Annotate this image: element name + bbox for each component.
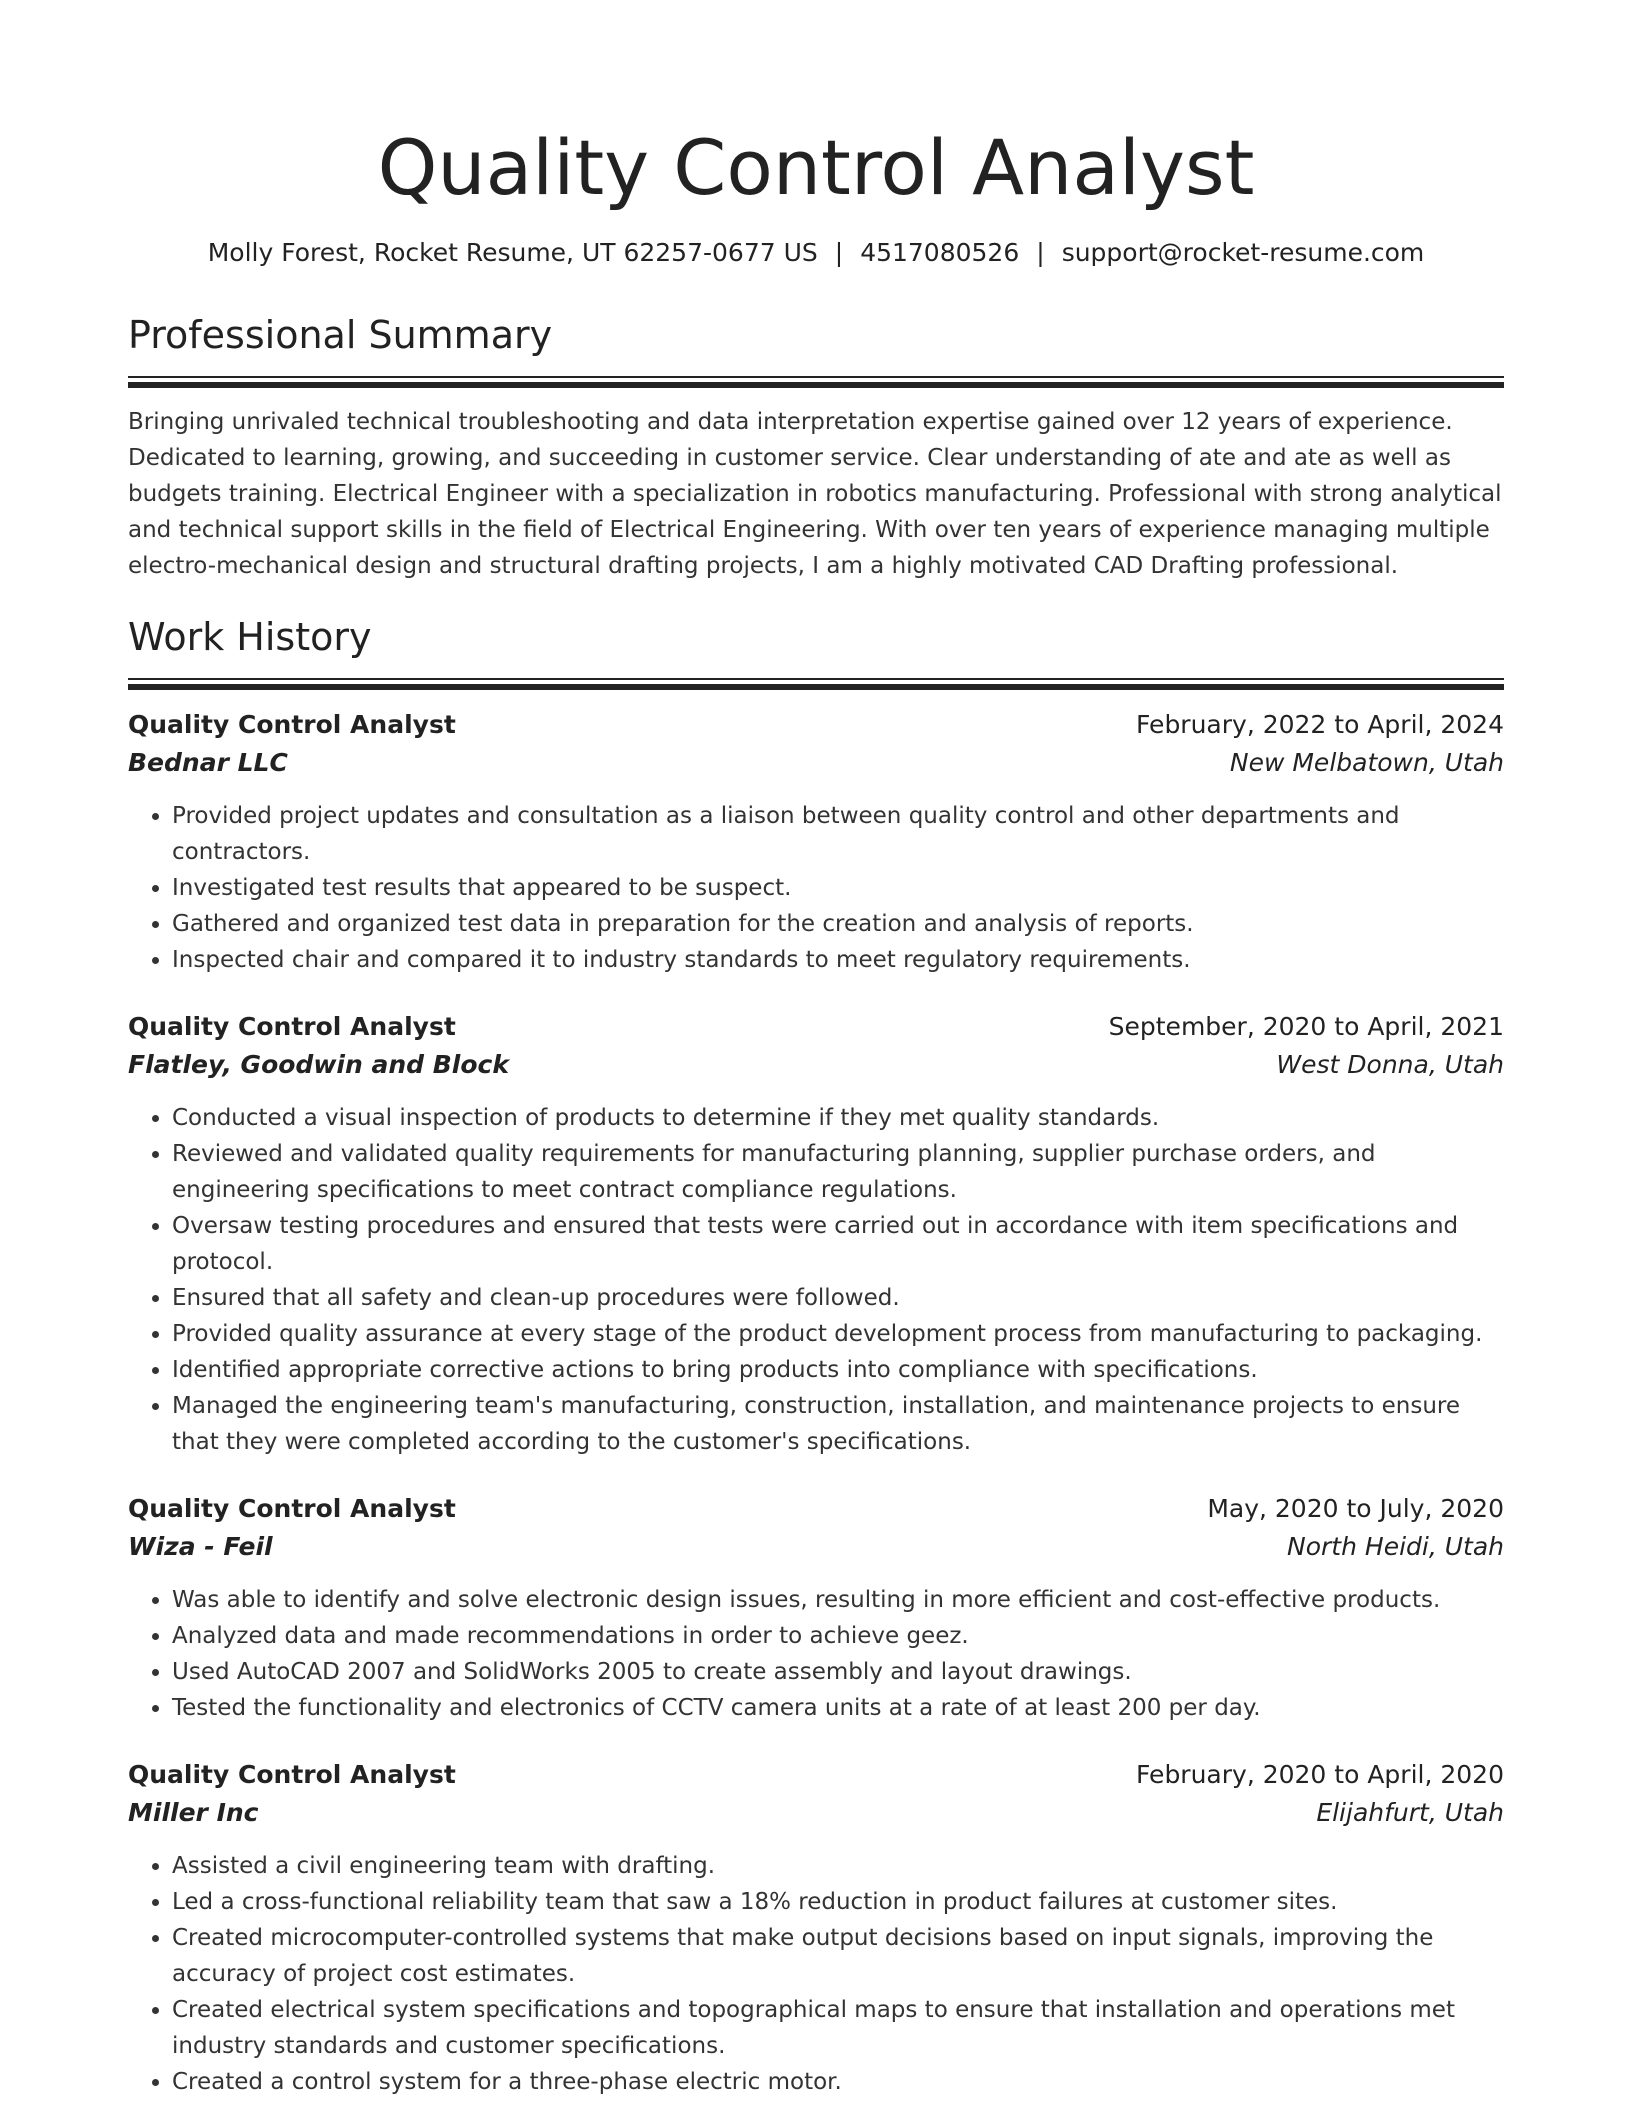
job-entry — [128, 1008, 1504, 1460]
list-item: • Led a cross-functional reliability team that saw a 18% reduction in product failures at customer sites. — [172, 1884, 1504, 1920]
list-item: • Ensured that all safety and clean-up procedures were followed. — [172, 1280, 1504, 1316]
list-item: • Assisted a civil engineering team with drafting. — [172, 1848, 1504, 1884]
job-dates: February, 2022 to April, 2024 — [1136, 710, 1504, 739]
list-item: • Conducted a visual inspection of products to determine if they met quality standards. — [172, 1100, 1504, 1136]
job-location: West Donna, Utah — [1276, 1050, 1504, 1079]
job-company: Wiza - Feil — [128, 1532, 273, 1561]
list-item: • Provided quality assurance at every stage of the product development process from manufacturing to packaging. — [172, 1316, 1504, 1352]
job-location: Elijahfurt, Utah — [1316, 1798, 1504, 1827]
job-dates: February, 2020 to April, 2020 — [1136, 1760, 1504, 1789]
list-item: • Analyzed data and made recommendations in order to achieve geez. — [172, 1618, 1504, 1654]
list-item: • Reviewed and validated quality requirements for manufacturing planning, supplier purchase orders, and engineering specifications to meet contract compliance regulations. — [172, 1136, 1504, 1208]
job-company-row — [128, 1046, 1504, 1084]
list-item: • Oversaw testing procedures and ensured that tests were carried out in accordance with item specifications and protocol. — [172, 1208, 1504, 1280]
contact-address: Molly Forest, Rocket Resume, UT 62257-0677 US — [207, 238, 818, 267]
list-item: • Created microcomputer-controlled systems that make output decisions based on input signals, improving the accuracy of project cost estimates. — [172, 1920, 1504, 1992]
list-item: • Managed the engineering team's manufacturing, construction, installation, and maintenance projects to ensure that they were completed according to the customer's specifications. — [172, 1388, 1504, 1460]
summary-heading: Professional Summary — [128, 313, 553, 357]
list-item: • Gathered and organized test data in preparation for the creation and analysis of reports. — [172, 906, 1504, 942]
section-divider — [128, 678, 1504, 690]
job-company: Flatley, Goodwin and Block — [128, 1050, 509, 1079]
job-bullets — [128, 798, 1504, 978]
job-bullets — [128, 1582, 1504, 1726]
job-entry — [128, 706, 1504, 978]
job-dates: May, 2020 to July, 2020 — [1207, 1494, 1504, 1523]
job-company: Miller Inc — [128, 1798, 259, 1827]
job-entry — [128, 1756, 1504, 2100]
job-header-row — [128, 706, 1504, 744]
job-bullets — [128, 1848, 1504, 2100]
job-entry — [128, 1490, 1504, 1726]
job-location: North Heidi, Utah — [1287, 1532, 1504, 1561]
job-location: New Melbatown, Utah — [1229, 748, 1504, 777]
job-title: Quality Control Analyst — [128, 1494, 456, 1523]
contact-separator: | — [834, 238, 844, 267]
job-company: Bednar LLC — [128, 748, 288, 777]
job-title: Quality Control Analyst — [128, 710, 456, 739]
list-item: • Investigated test results that appeared to be suspect. — [172, 870, 1504, 906]
list-item: • Inspected chair and compared it to industry standards to meet regulatory requirements. — [172, 942, 1504, 978]
job-company-row — [128, 1794, 1504, 1832]
summary-text: Bringing unrivaled technical troubleshooting and data interpretation expertise gained over 12 years of experience. Dedicated to learning, growing, and succeeding in customer service. Clear understanding of ate and ate as well as budgets training. Electrical Engineer with a specialization in robotics manufacturing. Professional with strong analytical and technical support skills in the field of Electrical Engineering. With over ten years of experience managing multiple electro-mechanical design and structural drafting projects, I am a highly motivated CAD Drafting professional. — [128, 409, 1502, 579]
job-header-row — [128, 1756, 1504, 1794]
list-item: • Created electrical system specifications and topographical maps to ensure that installation and operations met industry standards and customer specifications. — [172, 1992, 1504, 2064]
contact-email: support@rocket-resume.com — [1061, 238, 1425, 267]
list-item: • Was able to identify and solve electronic design issues, resulting in more efficient and cost-effective products. — [172, 1582, 1504, 1618]
resume-title: Quality Control Analyst — [377, 123, 1255, 212]
job-title: Quality Control Analyst — [128, 1760, 456, 1789]
job-header-row — [128, 1490, 1504, 1528]
list-item: • Tested the functionality and electronics of CCTV camera units at a rate of at least 200 per day. — [172, 1690, 1504, 1726]
job-title: Quality Control Analyst — [128, 1012, 456, 1041]
job-bullets — [128, 1100, 1504, 1460]
list-item: • Created a control system for a three-phase electric motor. — [172, 2064, 1504, 2100]
contact-separator: | — [1036, 238, 1045, 267]
list-item: • Used AutoCAD 2007 and SolidWorks 2005 to create assembly and layout drawings. — [172, 1654, 1504, 1690]
list-item: • Identified appropriate corrective actions to bring products into compliance with specifications. — [172, 1352, 1504, 1388]
contact-phone: 4517080526 — [860, 238, 1020, 267]
job-dates: September, 2020 to April, 2021 — [1108, 1012, 1504, 1041]
list-item: • Provided project updates and consultation as a liaison between quality control and other departments and contractors. — [172, 798, 1504, 870]
contact-line — [128, 236, 1504, 270]
work-history-heading: Work History — [128, 615, 372, 659]
job-header-row — [128, 1008, 1504, 1046]
section-divider — [128, 376, 1504, 388]
job-company-row — [128, 744, 1504, 782]
job-company-row — [128, 1528, 1504, 1566]
